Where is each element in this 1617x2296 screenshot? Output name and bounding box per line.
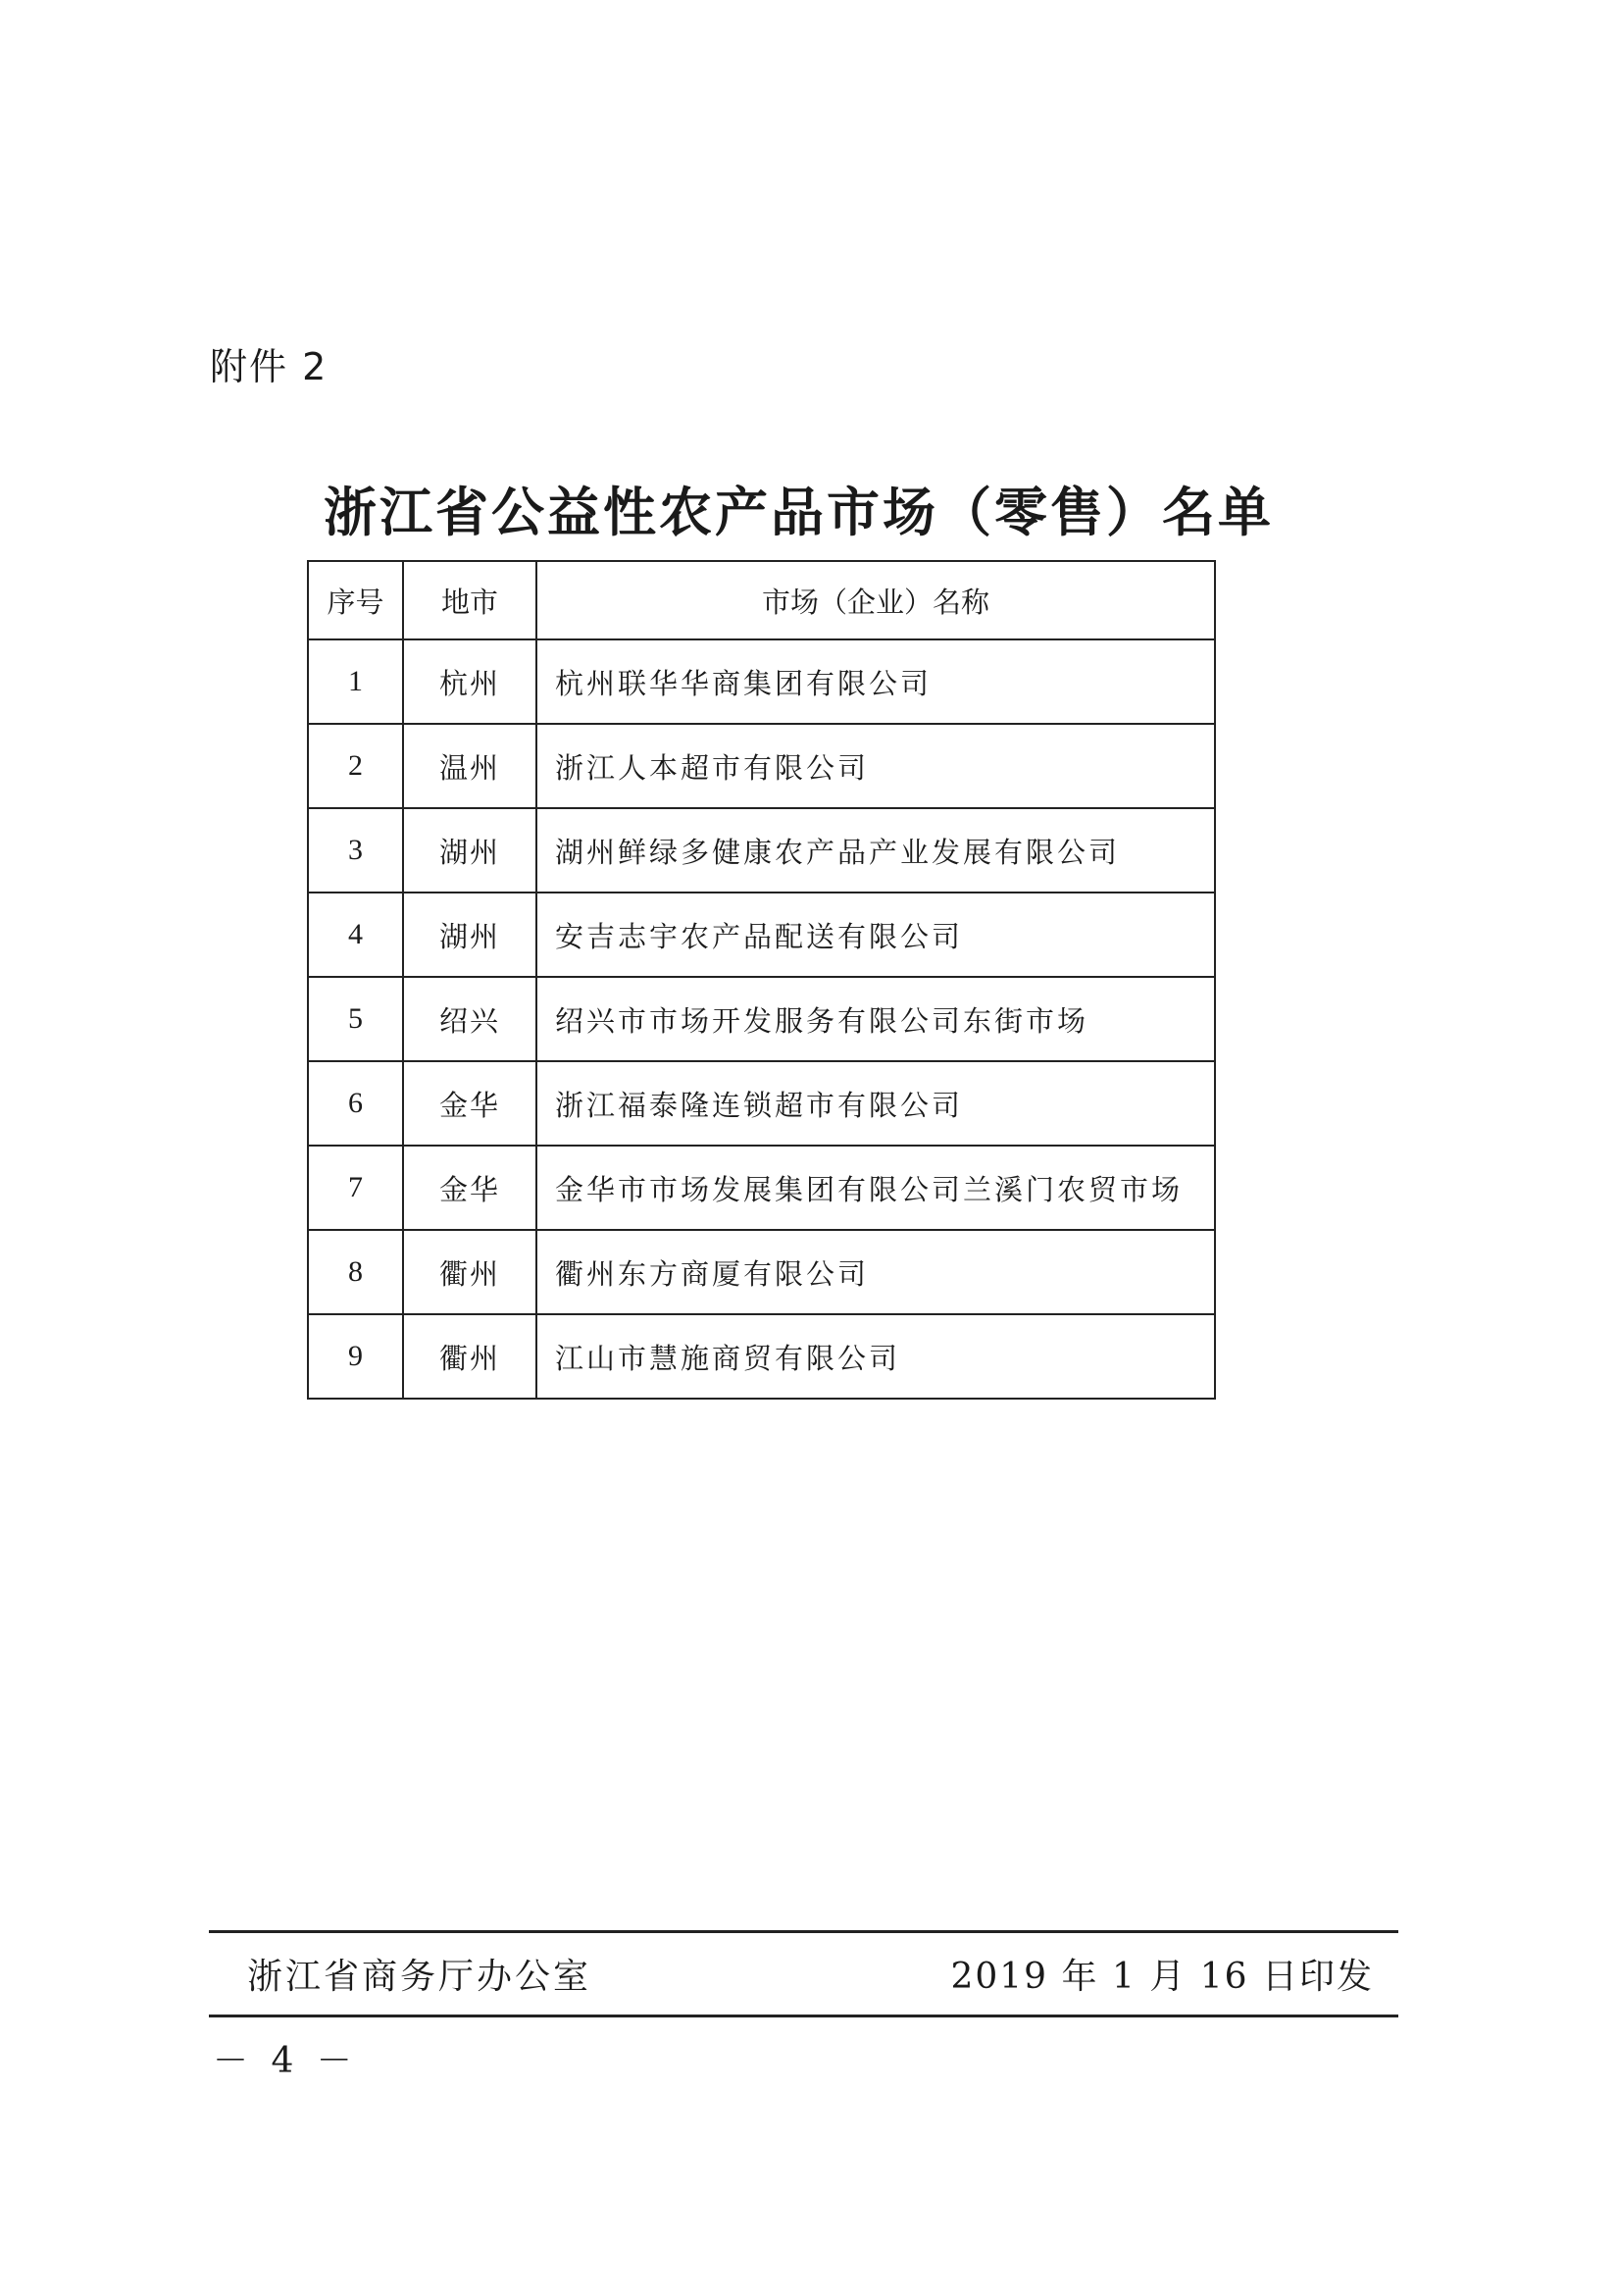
row-city: 金华 — [403, 1061, 536, 1146]
row-city: 温州 — [403, 724, 536, 808]
footer-bottom-rule — [209, 2015, 1398, 2017]
table-header-row — [308, 561, 1215, 639]
row-serial-number: 8 — [308, 1230, 403, 1314]
header-market-name: 市场（企业）名称 — [536, 561, 1215, 639]
row-serial-number: 2 — [308, 724, 403, 808]
table-row — [308, 1061, 1215, 1146]
row-serial-number: 6 — [308, 1061, 403, 1146]
table-row — [308, 639, 1215, 724]
row-market-name: 江山市慧施商贸有限公司 — [536, 1314, 1215, 1399]
table-row — [308, 1230, 1215, 1314]
row-city: 衢州 — [403, 1314, 536, 1399]
issuer-name: 浙江省商务厅办公室 — [247, 1957, 592, 1997]
page-number: － 4 － — [213, 2041, 358, 2081]
row-city: 湖州 — [403, 893, 536, 977]
footer-top-rule — [209, 1930, 1398, 1933]
row-city: 衢州 — [403, 1230, 536, 1314]
row-serial-number: 5 — [308, 977, 403, 1061]
market-list-table — [307, 560, 1216, 1400]
table-row — [308, 893, 1215, 977]
header-city: 地市 — [403, 561, 536, 639]
row-serial-number: 7 — [308, 1146, 403, 1230]
document-title: 浙江省公益性农产品市场（零售）名单 — [324, 481, 1274, 543]
row-market-name: 杭州联华华商集团有限公司 — [536, 639, 1215, 724]
row-serial-number: 3 — [308, 808, 403, 893]
table-row — [308, 724, 1215, 808]
row-market-name: 金华市市场发展集团有限公司兰溪门农贸市场 — [536, 1146, 1215, 1230]
row-market-name: 浙江人本超市有限公司 — [536, 724, 1215, 808]
header-serial-number: 序号 — [308, 561, 403, 639]
row-market-name: 湖州鲜绿多健康农产品产业发展有限公司 — [536, 808, 1215, 893]
row-market-name: 浙江福泰隆连锁超市有限公司 — [536, 1061, 1215, 1146]
row-market-name: 绍兴市市场开发服务有限公司东街市场 — [536, 977, 1215, 1061]
row-city: 杭州 — [403, 639, 536, 724]
row-market-name: 衢州东方商厦有限公司 — [536, 1230, 1215, 1314]
row-serial-number: 4 — [308, 893, 403, 977]
row-city: 湖州 — [403, 808, 536, 893]
table-row — [308, 1314, 1215, 1399]
table-row — [308, 808, 1215, 893]
row-serial-number: 1 — [308, 639, 403, 724]
row-market-name: 安吉志宇农产品配送有限公司 — [536, 893, 1215, 977]
row-serial-number: 9 — [308, 1314, 403, 1399]
issue-date: 2019 年 1 月 16 日印发 — [950, 1957, 1374, 1997]
row-city: 绍兴 — [403, 977, 536, 1061]
row-city: 金华 — [403, 1146, 536, 1230]
table-row — [308, 977, 1215, 1061]
attachment-label: 附件 2 — [210, 345, 328, 388]
table-row — [308, 1146, 1215, 1230]
